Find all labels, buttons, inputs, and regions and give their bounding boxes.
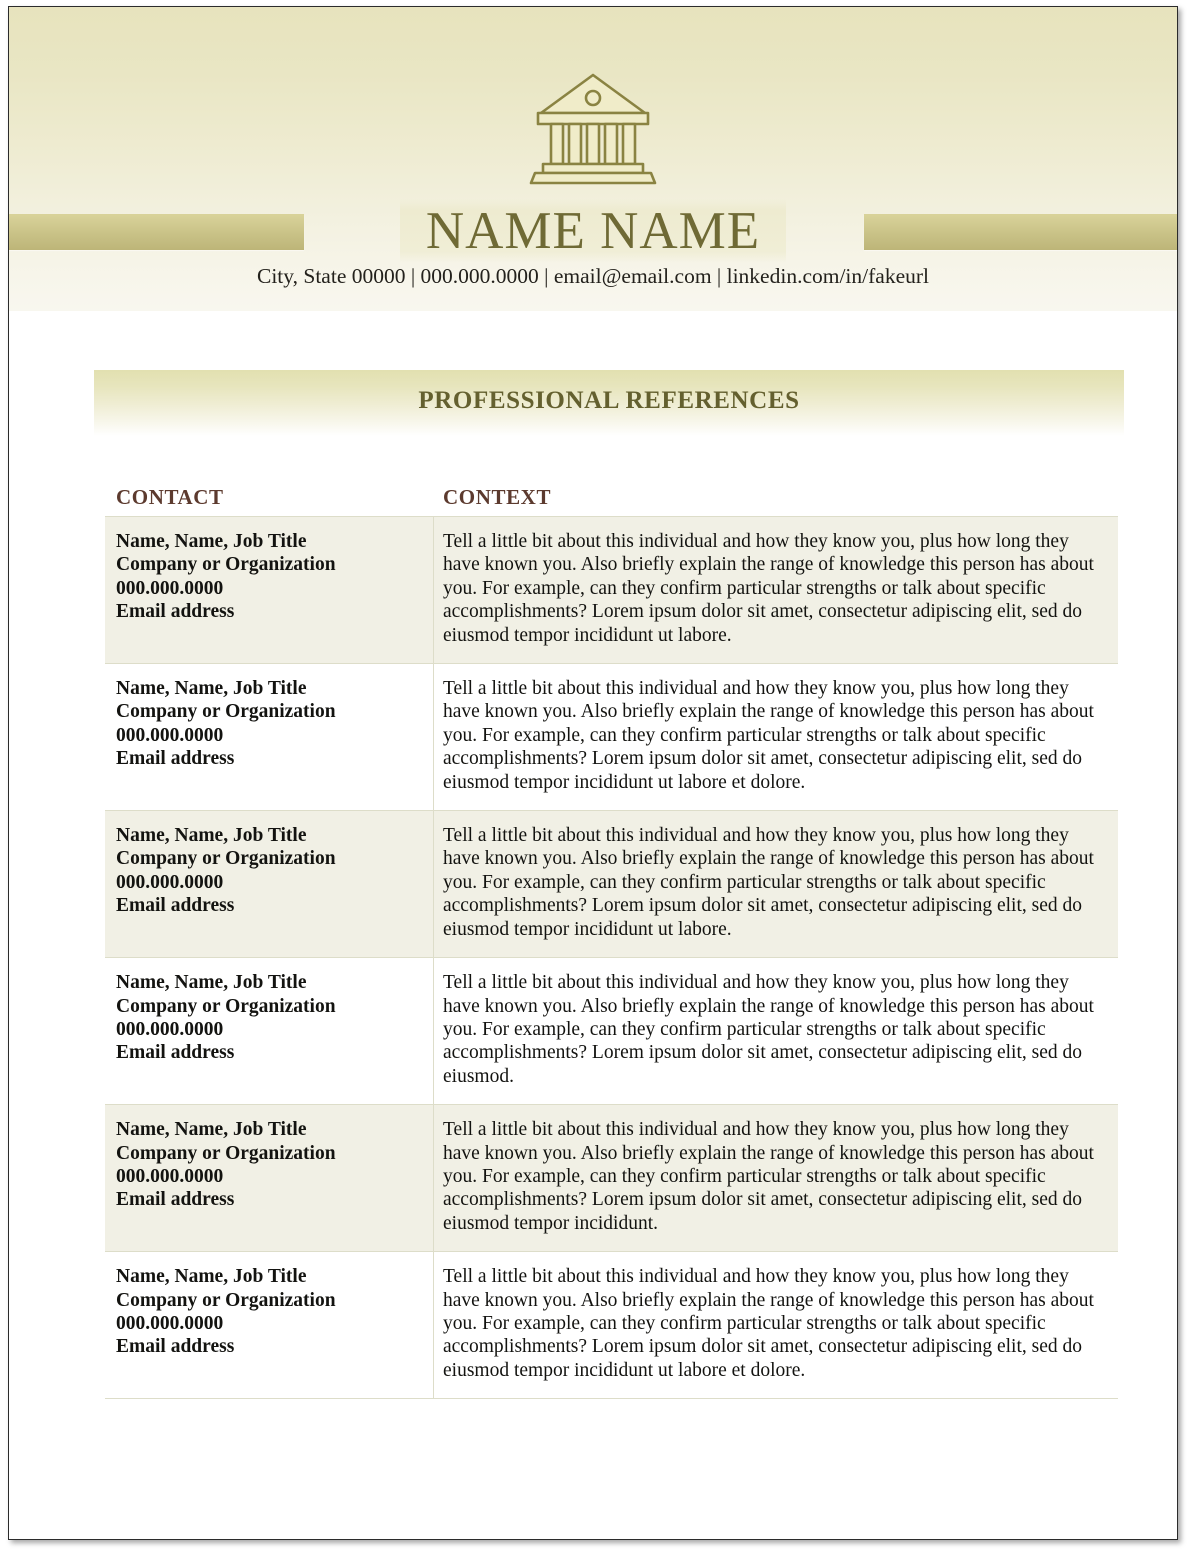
reference-contact-cell xyxy=(105,811,434,957)
page-title xyxy=(9,199,1177,263)
table-body xyxy=(105,516,1118,1399)
reference-name-title: Name, Name, Job Title xyxy=(116,1266,307,1288)
table-row xyxy=(105,1104,1118,1251)
table-row xyxy=(105,810,1118,957)
reference-organization: Company or Organization xyxy=(116,995,336,1017)
reference-name-title: Name, Name, Job Title xyxy=(116,531,307,552)
reference-context-cell: Tell a little bit about this individual and how they know you, plus how long they have known you. Also briefly explain the range of knowledge this person has about you. For example, can they confirm particular strengths or talk about specific accomplishments? Lorem ipsum dolor sit amet, consectetur adipiscing elit, sed do eiusmod tempor incididunt ut labore et dolore. xyxy=(443,1266,1094,1381)
reference-email: Email address xyxy=(116,1336,235,1358)
reference-email: Email address xyxy=(116,748,235,770)
reference-phone: 000.000.0000 xyxy=(116,1312,224,1334)
reference-email: Email address xyxy=(116,895,235,917)
reference-context-cell: Tell a little bit about this individual and how they know you, plus how long they have known you. Also briefly explain the range of knowledge this person has about you. For example, can they confirm particular strengths or talk about specific accomplishments? Lorem ipsum dolor sit amet, consectetur adipiscing elit, sed do eiusmod tempor incididunt ut labore. xyxy=(443,825,1094,940)
section-header-band xyxy=(94,370,1124,436)
reference-email: Email address xyxy=(116,1042,235,1064)
reference-context-cell: Tell a little bit about this individual and how they know you, plus how long they have known you. Also briefly explain the range of knowledge this person has about you. For example, can they confirm particular strengths or talk about specific accomplishments? Lorem ipsum dolor sit amet, consectetur adipiscing elit, sed do eiusmod tempor incididunt ut labore et dolore. xyxy=(443,678,1094,793)
reference-organization: Company or Organization xyxy=(116,554,336,576)
reference-organization: Company or Organization xyxy=(116,1142,336,1164)
emblem-container xyxy=(9,69,1177,187)
reference-organization: Company or Organization xyxy=(116,701,336,723)
reference-contact-cell xyxy=(105,958,434,1104)
document-header xyxy=(9,7,1177,311)
reference-context-cell: Tell a little bit about this individual and how they know you, plus how long they have known you. Also briefly explain the range of knowledge this person has about you. For example, can they confirm particular strengths or talk about specific accomplishments? Lorem ipsum dolor sit amet, consectetur adipiscing elit, sed do eiusmod tempor incididunt ut labore. xyxy=(443,531,1094,646)
reference-contact-cell xyxy=(105,664,434,810)
reference-context-cell: Tell a little bit about this individual and how they know you, plus how long they have known you. Also briefly explain the range of knowledge this person has about you. For example, can they confirm particular strengths or talk about specific accomplishments? Lorem ipsum dolor sit amet, consectetur adipiscing elit, sed do eiusmod. xyxy=(443,972,1094,1087)
reference-phone: 000.000.0000 xyxy=(116,577,224,599)
reference-name-title: Name, Name, Job Title xyxy=(116,825,307,847)
reference-name-title: Name, Name, Job Title xyxy=(116,678,307,700)
reference-phone: 000.000.0000 xyxy=(116,871,224,893)
reference-organization: Company or Organization xyxy=(116,1289,336,1311)
reference-phone: 000.000.0000 xyxy=(116,1018,224,1040)
table-row xyxy=(105,1251,1118,1398)
column-header-contact: CONTACT xyxy=(116,485,224,509)
reference-context-cell: Tell a little bit about this individual and how they know you, plus how long they have known you. Also briefly explain the range of knowledge this person has about you. For example, can they confirm particular strengths or talk about specific accomplishments? Lorem ipsum dolor sit amet, consectetur adipiscing elit, sed do eiusmod tempor incididunt. xyxy=(443,1119,1094,1234)
column-header-context: CONTEXT xyxy=(443,485,552,509)
resume-page xyxy=(8,6,1178,1540)
section-title: PROFESSIONAL REFERENCES xyxy=(418,387,800,414)
reference-phone: 000.000.0000 xyxy=(116,724,224,746)
reference-contact-cell xyxy=(105,517,434,663)
reference-organization: Company or Organization xyxy=(116,848,336,870)
table-row xyxy=(105,517,1118,663)
reference-name-title: Name, Name, Job Title xyxy=(116,972,307,994)
table-row xyxy=(105,957,1118,1104)
table-row xyxy=(105,663,1118,810)
reference-phone: 000.000.0000 xyxy=(116,1165,224,1187)
reference-name-title: Name, Name, Job Title xyxy=(116,1119,307,1141)
classical-building-icon xyxy=(529,69,657,187)
reference-contact-cell xyxy=(105,1252,434,1398)
references-table xyxy=(105,485,1118,1399)
reference-contact-cell xyxy=(105,1105,434,1251)
reference-email: Email address xyxy=(116,601,235,623)
header-contact-line: City, State 00000 | 000.000.0000 | email@email.com | linkedin.com/in/fakeurl xyxy=(256,264,930,288)
reference-email: Email address xyxy=(116,1189,235,1211)
table-column-headers xyxy=(105,485,1118,516)
candidate-name: NAME NAME xyxy=(400,199,786,263)
